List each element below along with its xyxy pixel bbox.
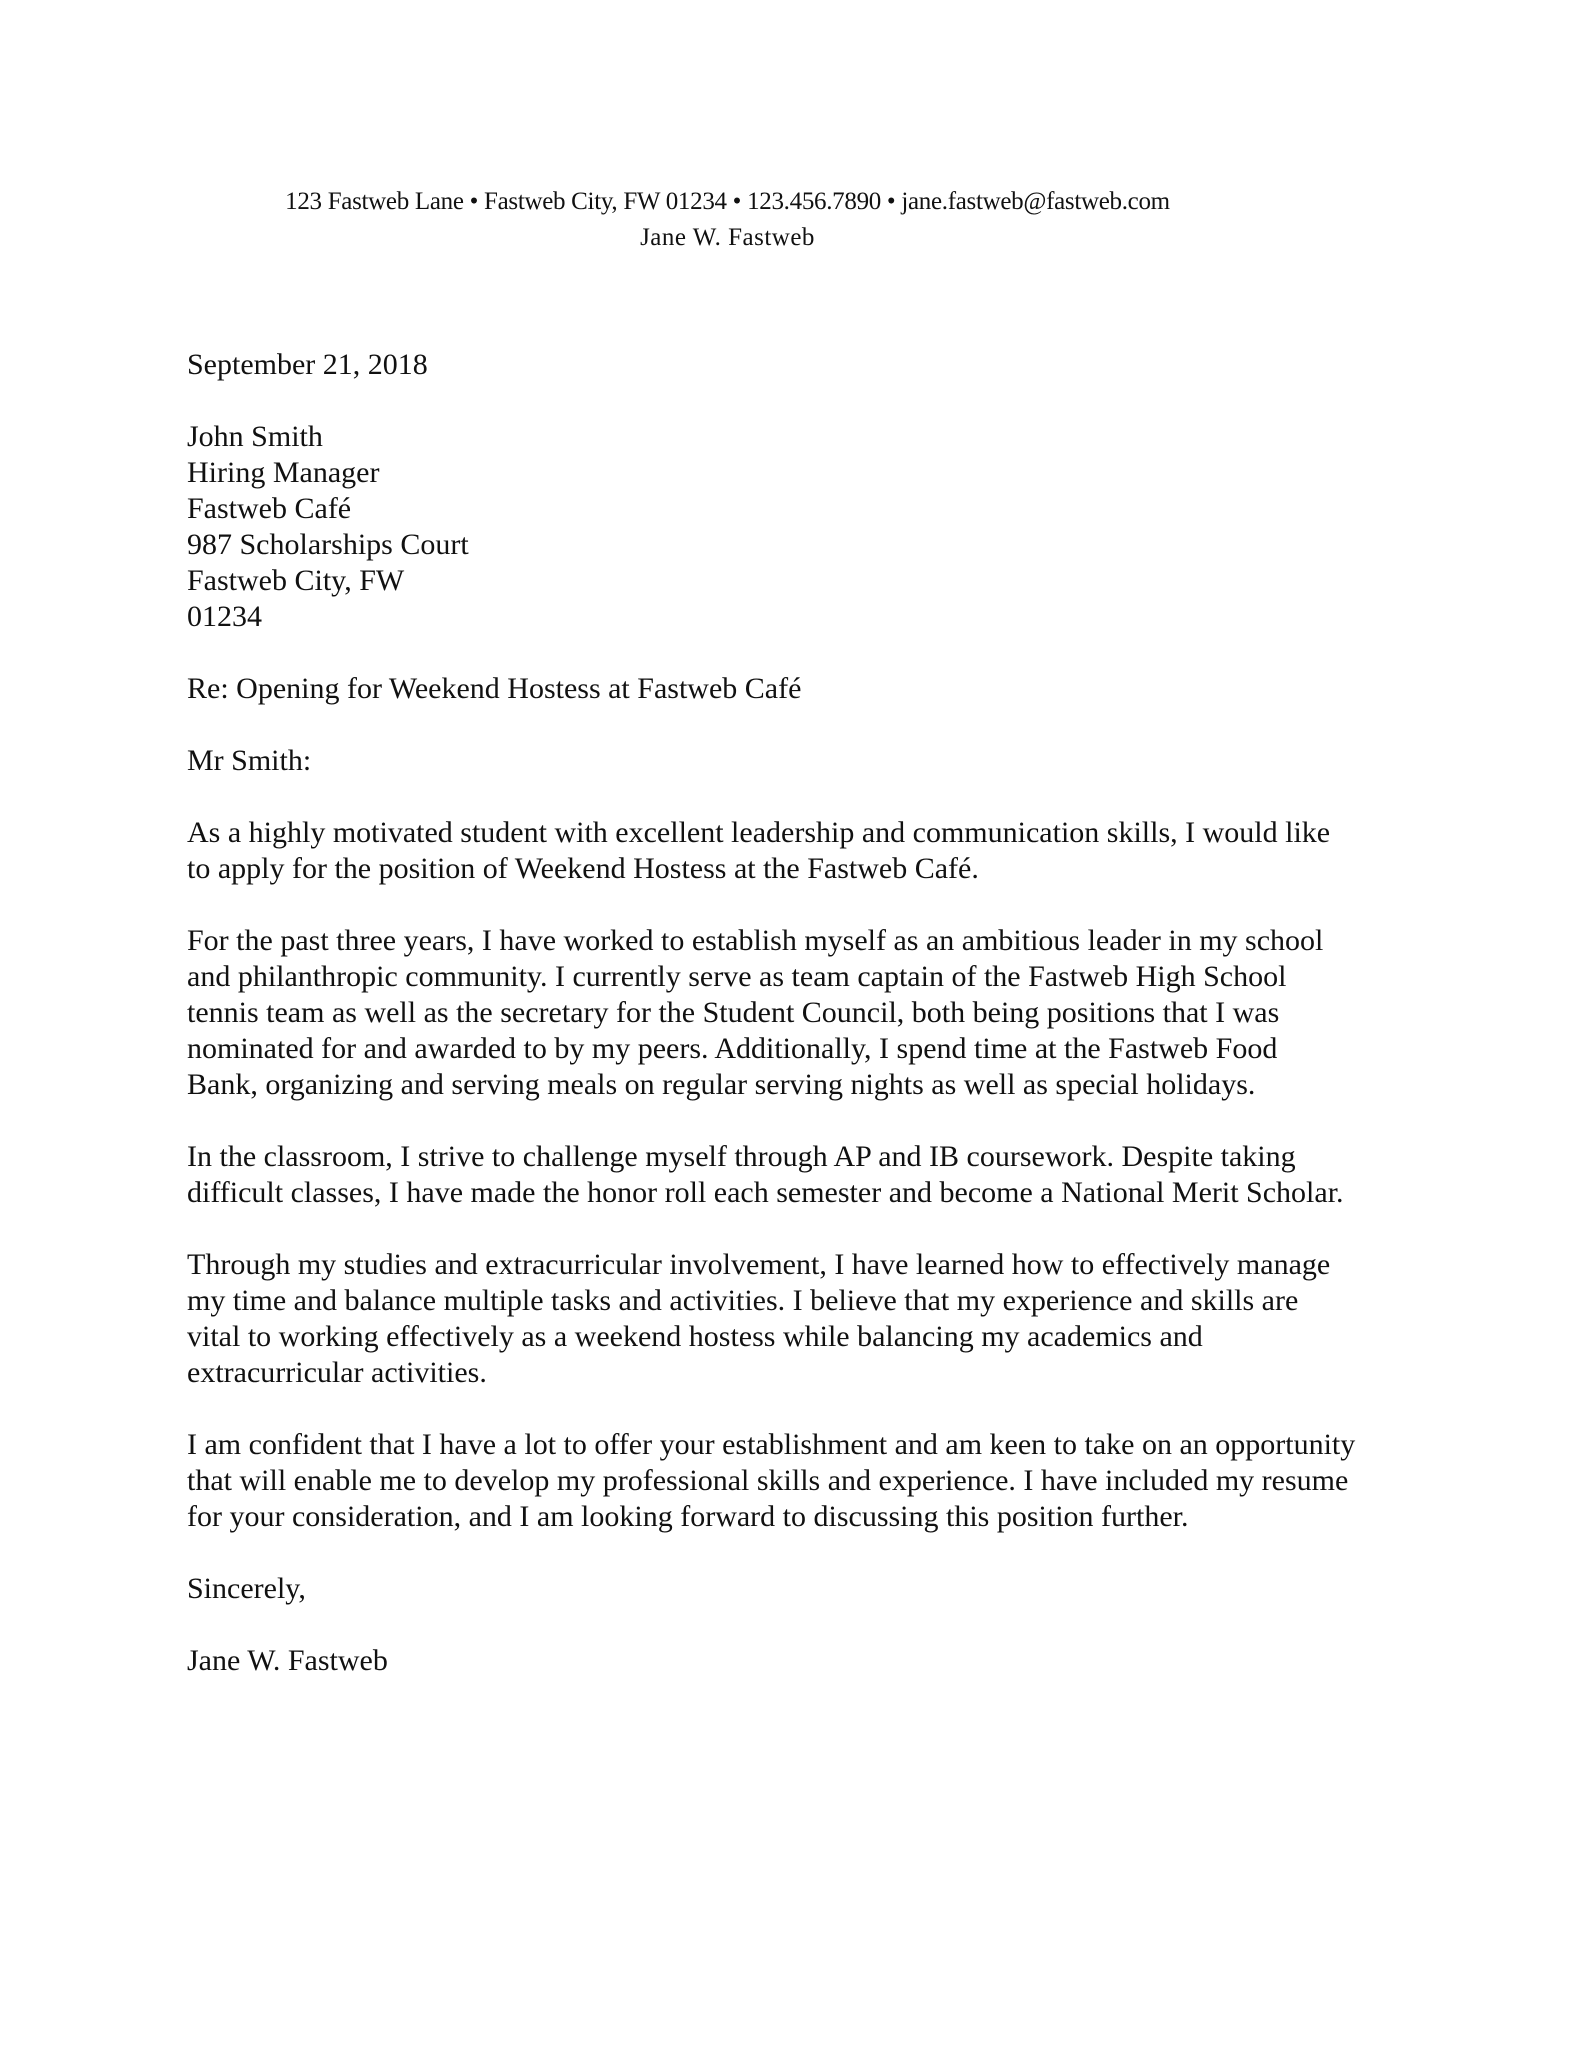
letter-body: [187, 347, 1355, 1679]
body-paragraph: [187, 1427, 1355, 1535]
body-paragraph: [187, 1139, 1355, 1211]
recipient-address: [187, 419, 1355, 635]
paragraph-line: for your consideration, and I am looking forward to discussing this position further.: [187, 1500, 1189, 1533]
paragraph-line: For the past three years, I have worked to establish myself as an ambitious leader in my school: [187, 924, 1324, 957]
paragraph-line: nominated for and awarded to by my peers. Additionally, I spend time at the Fastweb Food: [187, 1032, 1278, 1065]
body-paragraph: [187, 923, 1355, 1103]
contact-line: 123 Fastweb Lane • Fastweb City, FW 01234 • 123.456.7890 • jane.fastweb@fastweb.com: [285, 188, 1170, 215]
paragraph-line: difficult classes, I have made the honor roll each semester and become a National Merit Scholar.: [187, 1176, 1344, 1209]
closing: Sincerely,: [187, 1572, 306, 1605]
paragraph-line: tennis team as well as the secretary for the Student Council, both being positions that I was: [187, 996, 1280, 1029]
recipient-city: Fastweb City, FW: [187, 564, 405, 597]
recipient-zip: 01234: [187, 600, 262, 633]
paragraph-line: vital to working effectively as a weekend hostess while balancing my academics and: [187, 1320, 1203, 1353]
subject-line: Re: Opening for Weekend Hostess at Fastweb Café: [187, 672, 802, 705]
body-paragraph: [187, 1247, 1355, 1391]
paragraph-line: to apply for the position of Weekend Hostess at the Fastweb Café.: [187, 852, 979, 885]
paragraph-line: that will enable me to develop my professional skills and experience. I have included my resume: [187, 1464, 1349, 1497]
salutation: Mr Smith:: [187, 744, 312, 777]
body-paragraph: [187, 815, 1355, 887]
paragraph-line: Through my studies and extracurricular involvement, I have learned how to effectively manage: [187, 1248, 1331, 1281]
paragraph-line: and philanthropic community. I currently serve as team captain of the Fastweb High School: [187, 960, 1287, 993]
paragraph-line: I am confident that I have a lot to offer your establishment and am keen to take on an opportunity: [187, 1428, 1356, 1461]
paragraph-line: Bank, organizing and serving meals on regular serving nights as well as special holidays.: [187, 1068, 1256, 1101]
recipient-name: John Smith: [187, 420, 323, 453]
recipient-street: 987 Scholarships Court: [187, 528, 469, 561]
paragraph-line: extracurricular activities.: [187, 1356, 487, 1389]
signature: Jane W. Fastweb: [187, 1644, 388, 1677]
date: September 21, 2018: [187, 348, 428, 381]
paragraph-line: As a highly motivated student with excellent leadership and communication skills, I would like: [187, 816, 1331, 849]
paragraph-line: In the classroom, I strive to challenge myself through AP and IB coursework. Despite taking: [187, 1140, 1296, 1173]
recipient-company: Fastweb Café: [187, 492, 352, 525]
paragraph-line: my time and balance multiple tasks and activities. I believe that my experience and skills are: [187, 1284, 1299, 1317]
recipient-title: Hiring Manager: [187, 456, 380, 489]
sender-name: Jane W. Fastweb: [640, 224, 815, 251]
